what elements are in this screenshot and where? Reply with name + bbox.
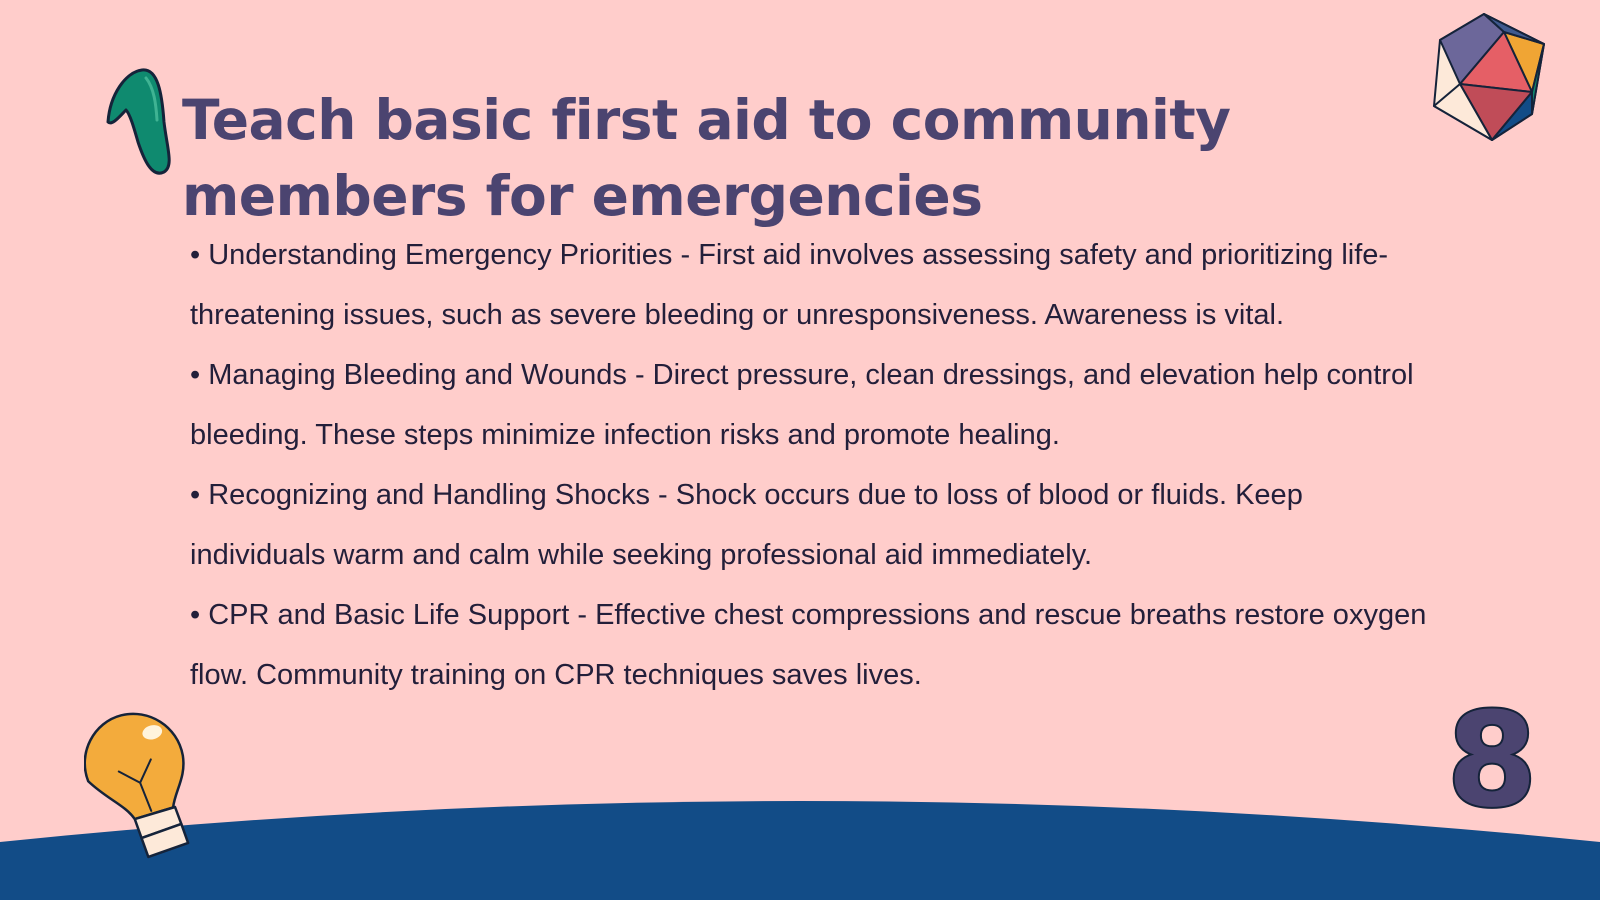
bullet-text: First aid involves assessing safety and prioritizing life-threatening issues, such as severe bleeding or unresponsiveness. Awareness is vital. bbox=[190, 239, 1389, 331]
bullet-separator: - bbox=[649, 479, 676, 511]
lightbulb-icon bbox=[84, 710, 214, 880]
slide-title: Teach basic first aid to community members for emergencies bbox=[182, 88, 1231, 228]
bullet-heading: CPR and Basic Life Support bbox=[208, 599, 570, 631]
bullet-symbol: • bbox=[190, 359, 201, 391]
bullet-text: Direct pressure, clean dressings, and elevation help control bleeding. These steps minimize infection risks and promote healing. bbox=[190, 359, 1414, 451]
bullet-symbol: • bbox=[190, 479, 201, 511]
polyhedron-gem-icon bbox=[1428, 10, 1564, 145]
bullet-heading: Recognizing and Handling Shocks bbox=[208, 479, 650, 511]
bottom-wave bbox=[0, 800, 1600, 900]
bullet-item bbox=[190, 225, 1430, 345]
number-8-sticker-icon bbox=[1440, 695, 1550, 825]
bullet-symbol: • bbox=[190, 599, 201, 631]
bullet-text: Shock occurs due to loss of blood or fluids. Keep individuals warm and calm while seeking professional aid immediately. bbox=[190, 479, 1303, 571]
bullet-item bbox=[190, 345, 1430, 465]
bullet-heading: Understanding Emergency Priorities bbox=[208, 239, 673, 271]
bullet-heading: Managing Bleeding and Wounds bbox=[208, 359, 627, 391]
page-number: 8 bbox=[1446, 695, 1538, 825]
bullet-separator: - bbox=[626, 359, 653, 391]
leaf-swoosh-icon bbox=[100, 64, 180, 179]
bullet-item bbox=[190, 585, 1430, 705]
bullet-symbol: • bbox=[190, 239, 201, 271]
bullet-separator: - bbox=[672, 239, 699, 271]
bullet-text: Effective chest compressions and rescue breaths restore oxygen flow. Community training on CPR techniques saves lives. bbox=[190, 599, 1427, 691]
bullet-separator: - bbox=[569, 599, 596, 631]
bullet-item bbox=[190, 465, 1430, 585]
bullet-list bbox=[190, 225, 1430, 705]
